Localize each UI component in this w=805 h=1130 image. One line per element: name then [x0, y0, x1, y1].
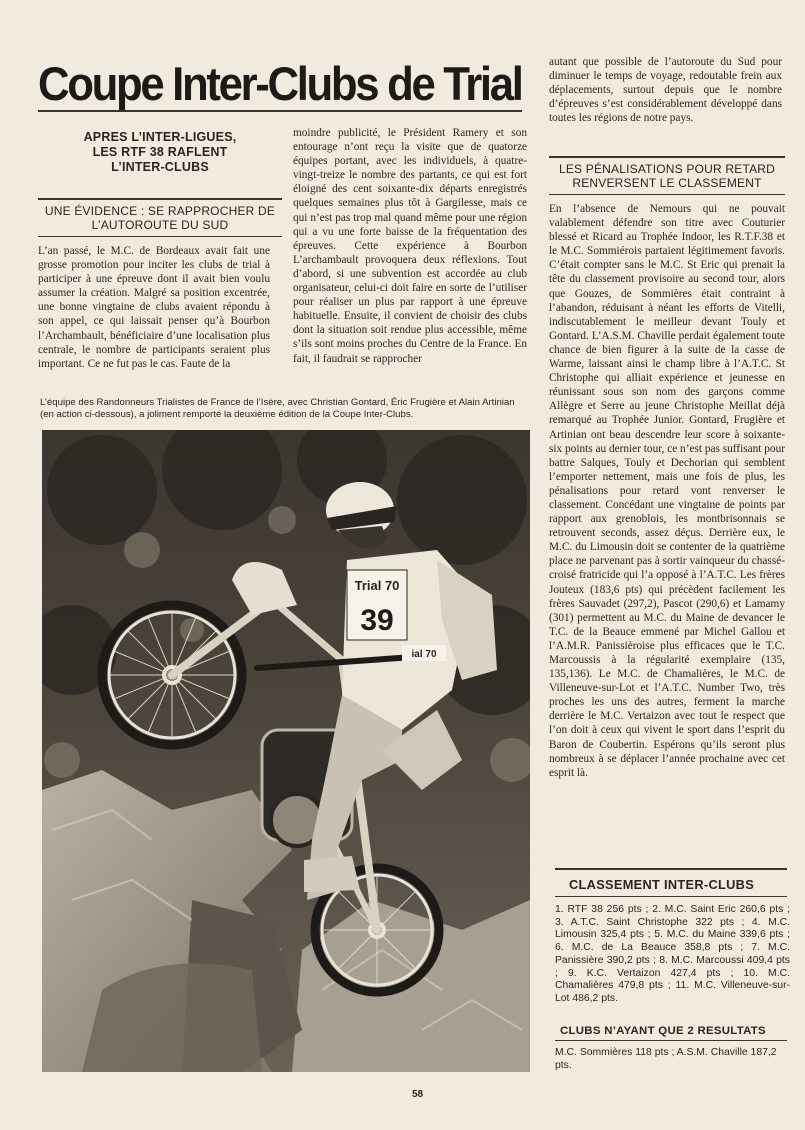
ranking-title: CLASSEMENT INTER-CLUBS	[569, 877, 755, 892]
clubs2-list: M.C. Sommières 118 pts ; A.S.M. Chaville 187,2 pts.	[555, 1047, 777, 1071]
section-rule	[549, 194, 785, 195]
section-heading-line: UNE ÉVIDENCE : SE RAPPROCHER DE	[44, 204, 276, 218]
section-heading-penalisations	[549, 162, 785, 190]
column-2	[293, 126, 527, 366]
bib-bottom-text: ial 70	[411, 649, 437, 660]
article-title: Coupe Inter-Clubs de Trial	[38, 57, 522, 110]
paragraph: moindre publicité, le Président Ramery et son entourage n’ont reçu la visite que de quatorze équipes portant, avec les individuels, à quatre-vingt-treize le nombre des partants, ce qui est fort éloigné des cent soixante-dix départs enregistrés quelques semaines plus tôt à Gargilesse, mais ce qui n’est pas trop mal quand même pour une région qui a vu une forte baisse de la fréquentation des épreuves. Cette expérience à Bourbon L’archambault provoquera deux réflexions. Tout d’abord, si une subvention est accordée au club organisateur, celui-ci doit faire en sorte de l’utiliser pour réaliser un plus par rapport à une épreuve habituelle. Ensuite, il convient de choisir des clubs dont la situation soit rendue plus accessible, même s’ils sont moins proches du Centre de la France. En fait, il faudrait se rapprocher	[293, 127, 527, 365]
box-rule	[555, 896, 787, 897]
photo-caption: L’équipe des Randonneurs Trialistes de France de l’Isère, avec Christian Gontard, Éric Frugière et Alain Artinian (en action ci-dessous), a joliment remporté la deuxième édition de la Coupe Inter-Clubs.	[40, 397, 515, 421]
paragraph: En l’absence de Nemours qui ne pouvait valablement défendre son titre avec Couturier blessé et Ricard au Trophée Indoor, les R.T.F.38 et le M.C. Sommiérois partaient légitimement favoris. C’était compter sans le M.C. St Eric qui prenait la tête du classement provisoire au second tour, alors que Gouzes, de Sommières était contraint à l’abandon, réduisant à néant les efforts de Vitelli, indiscutablement le meilleur devant Touly et Gontard. L’A.S.M. Chaville perdait également toute chance de bien figurer à la suite de la casse de Warme, laissant ainsi le champ libre à l’A.T.C. St Christophe qui alliait expérience et jeunesse en réunissant sous son nom des garçons comme Allègre et Serre au jeune Christophe Meillat déjà remarqué au Trophée Junior. Gontard, Frugière et Artinian ont beau descendre leur score à soixante-six points au dernier tour, ce n’est pas suffisant pour battre Salques, Touly et Dechorian qui semblent l’emporter nettement, mais une fois de plus, les pénalisations pour retard vont renverser le classement. Concédant une vingtaine de points par rapport aux grenoblois, les montbrisonnais se retrouvent seconds, assez déçus. Derrière eux, le M.C. du Limousin doit se contenter de la quatrième place ne parvenant pas à sortir vainqueur du chassé-croisé fratricide qui l’a opposé à l’A.T.C. Les frères Jouteux (183,6 pts) qui précèdent facilement les frères Sauvadet (297,2), Pascot (290,6) et Lamamy (301) permettent au M.C. du Maine de devancer le T.C. de la Beauce emmené par Michel Gallou et l’A.M.R. Panissièroise plus efficaces que le T.C. Marcoussis à la régularité exemplaire (135, 135,136). Le M.C. de Chamalières, le M.C. de Villeneuve-sur-Lot et l’A.T.C. Number Two, très proches les uns des autres, ferment la marche derrière le M.C. Vertaizon avec tout le respect que l’on doit à ceux qui vivent le sport dans l’esprit du Baron de Coubertin. Espérons qu’ils seront plus nombreux à se déplacer l’année prochaine avec cet esprit là.	[549, 203, 785, 779]
bib-number: 39	[360, 604, 394, 637]
paragraph: autant que possible de l’autoroute du Sud pour diminuer le temps de voyage, redoutable frein aux déplacements, surtout depuis que le nombre d’épreuves s’est considérablement développé dans toutes les régions de notre pays.	[549, 56, 782, 125]
subhead-line: L’INTER-CLUBS	[111, 160, 209, 174]
ranking-list: 1. RTF 38 256 pts ; 2. M.C. Saint Eric 260,6 pts ; 3. A.T.C. Saint Christophe 322 pts ; 4. M.C. Limousin 325,4 pts ; 5. M.C. du Maine 339,6 pts ; 6. M.C. de La Beauce 358,8 pts ; 7. M.C. Panissière 390,2 pts ; 8. M.C. Marcoussi 409,4 pts ; 9. K.C. Vertaizon 427,4 pts ; 10. M.C. Chamalières 479,8 pts ; 11. M.C. Villeneuve-sur-Lot 486,2 pts.	[555, 904, 790, 1004]
section-heading-autoroute	[32, 204, 288, 232]
box-rule	[555, 1040, 787, 1041]
column-3-top	[549, 55, 782, 125]
section-rule	[38, 236, 282, 237]
paragraph: L’an passé, le M.C. de Bordeaux avait fait une grosse promotion pour inciter les clubs de trial à participer à une épreuve dont il avait bien voulu assumer la création. Malgré sa position excentrée, une bonne vingtaine de clubs avaient répondu à son appel, ce qui laissait penser qu’à Bourbon l’Archambault, bénéficiaire d’une localisation plus centrale, le nombre de participants seraient plus important. Ce ne fut pas le cas. Faute de la	[38, 245, 270, 370]
page-number: 58	[411, 1089, 424, 1100]
bib-top-text: Trial 70	[354, 578, 400, 593]
article-subhead	[38, 130, 282, 175]
trial-photo	[42, 430, 530, 1072]
section-rule	[38, 198, 282, 200]
clubs2-title: CLUBS N’AYANT QUE 2 RESULTATS	[560, 1025, 766, 1037]
subhead-line: LES RTF 38 RAFLENT	[92, 145, 228, 159]
box-rule	[555, 868, 787, 870]
section-heading-line: RENVERSENT LE CLASSEMENT	[572, 176, 762, 190]
section-rule	[549, 156, 785, 158]
section-heading-line: L’AUTOROUTE DU SUD	[91, 218, 229, 232]
column-1	[38, 244, 270, 371]
column-3	[549, 202, 785, 780]
section-heading-line: LES PÉNALISATIONS POUR RETARD	[558, 162, 776, 176]
subhead-line: APRES L’INTER-LIGUES,	[83, 130, 237, 144]
title-rule	[38, 110, 522, 112]
